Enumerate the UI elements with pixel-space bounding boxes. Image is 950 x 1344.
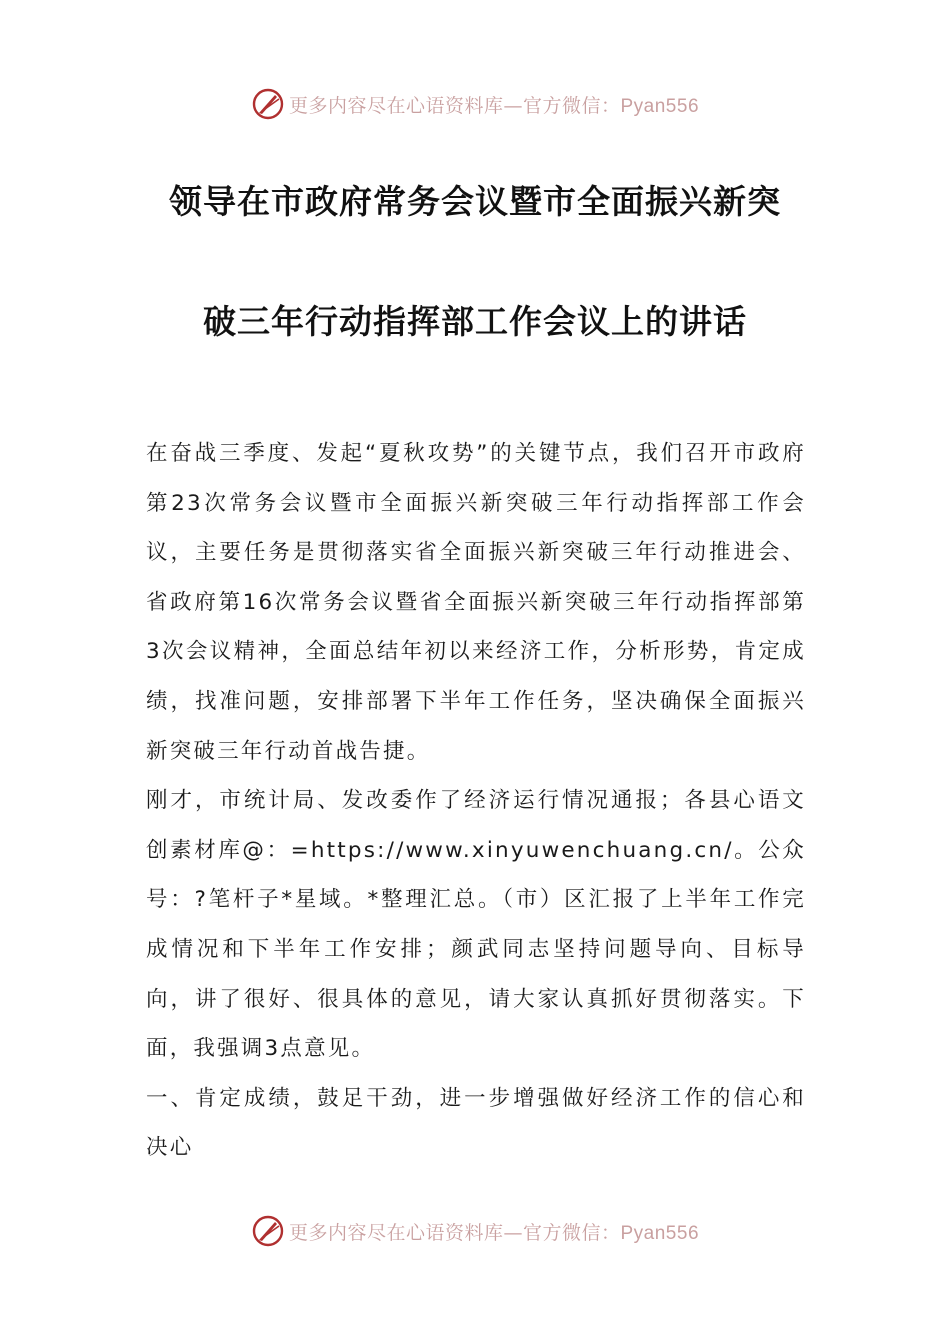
paragraph-1: 在奋战三季度、发起“夏秋攻势”的关键节点，我们召开市政府第23次常务会议暨市全面振兴新突破三年行动指挥部工作会议，主要任务是贯彻落实省全面振兴新突破三年行动推进会、省政府第16次常务会议暨省全面振兴新突破三年行动指挥部第3次会议精神，全面总结年初以来经济工作，分析形势，肯定成绩，找准问题，安排部署下半年工作任务，坚决确保全面振兴新突破三年行动首战告捷。 [146,441,806,764]
document-title-line-2: 破三年行动指挥部工作会议上的讲话 [203,302,747,341]
watermark-text: 更多内容尽在心语资料库—官方微信：Pyan556 [288,94,700,117]
header-watermark [0,84,950,124]
quill-logo-icon [251,1214,285,1248]
watermark-text: 更多内容尽在心语资料库—官方微信：Pyan556 [288,1221,700,1244]
document-title-line-1: 领导在市政府常务会议暨市全面振兴新突 [169,182,781,221]
paragraph-2: 刚才，市统计局、发改委作了经济运行情况通报；各县心语文创素材库@：=https://www.xinyuwenchuang.cn/。公众号：?笔杆子*星域。*整理汇总。（市）区汇报了上半年工作完成情况和下半年工作安排；颜武同志坚持问题导向、目标导向，讲了很好、很具体的意见，请大家认真抓好贯彻落实。下面，我强调3点意见。 [146,788,806,1062]
document-body [146,429,806,1173]
section-heading-1: 一、肯定成绩，鼓足干劲，进一步增强做好经济工作的信心和决心 [146,1085,806,1161]
quill-logo-icon [251,87,285,121]
footer-watermark [0,1211,950,1251]
